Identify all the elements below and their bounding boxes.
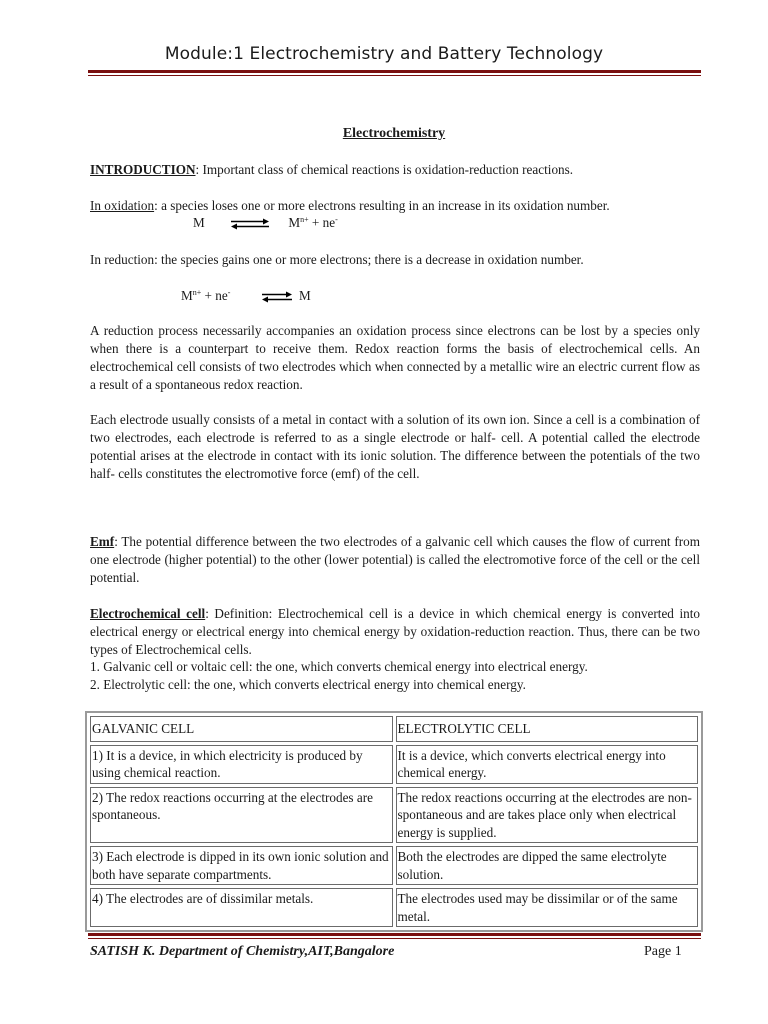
oxidation-line <box>90 198 610 214</box>
equilibrium-arrows-icon <box>260 291 294 303</box>
intro-text: : Important class of chemical reactions is oxidation-reduction reactions. <box>195 162 574 177</box>
header-rule <box>88 70 701 73</box>
table-cell: 1) It is a device, in which electricity is produced by using chemical reaction. <box>90 745 393 784</box>
document-title: Electrochemistry <box>342 126 446 141</box>
table-cell: Both the electrodes are dipped the same electrolyte solution. <box>396 846 699 885</box>
footer-rule <box>88 933 701 936</box>
reduction-eq-left: $M^{n+} + ne^-$ <box>181 288 231 303</box>
oxidation-label: In oxidation <box>90 198 155 213</box>
table-row <box>90 846 698 885</box>
oxidation-eq-right: $M^{n+} + ne^-$ <box>288 215 338 230</box>
table-header-cell: GALVANIC CELL <box>90 716 393 742</box>
reduction-equation <box>181 288 311 304</box>
footer-rule-thin <box>88 938 701 939</box>
page-number: Page 1 <box>644 944 682 959</box>
paragraph-emf <box>90 533 700 587</box>
table-row <box>90 787 698 844</box>
table-row <box>90 745 698 784</box>
table-cell: It is a device, which converts electrical energy into chemical energy. <box>396 745 699 784</box>
table-header-cell: ELECTROLYTIC CELL <box>396 716 699 742</box>
paragraph-electrode: Each electrode usually consists of a metal in contact with a solution of its own ion. Since a cell is a combination of two electrodes, each electrode is referred to as a single electrode or half- cell. A potential called the electrode potential arises at the electrode in contact with its ionic solution. The difference between the potentials of the two half- cells constitutes the electromotive force (emf) of the cell. <box>90 412 700 481</box>
cell-label: Electrochemical cell <box>90 606 206 621</box>
oxidation-equation <box>193 215 338 231</box>
table-cell: The electrodes used may be dissimilar or of the same metal. <box>396 888 699 927</box>
footer-author: SATISH K. Department of Chemistry,AIT,Bangalore <box>90 944 395 959</box>
intro-label: INTRODUCTION <box>90 162 196 177</box>
table-cell: 3) Each electrode is dipped in its own ionic solution and both have separate compartments. <box>90 846 393 885</box>
paragraph-cell <box>90 605 700 659</box>
oxidation-text: : a species loses one or more electrons resulting in an increase in its oxidation number. <box>154 198 610 213</box>
paragraph-redox: A reduction process necessarily accompanies an oxidation process since electrons can be lost by a species only when there is a counterpart to receive them. Redox reaction forms the basis of electrochemical cells. An electrochemical cell consists of two electrodes which when connected by a metallic wire an electric current flow as a result of a spontaneous redox reaction. <box>90 323 700 392</box>
oxidation-eq-left: M <box>193 215 205 230</box>
table-header-row <box>90 716 698 742</box>
table-cell: The redox reactions occurring at the electrodes are non-spontaneous and are takes place only when electrical energy is supplied. <box>396 787 699 844</box>
cell-text: : Definition: Electrochemical cell is a device in which chemical energy is converted into electrical energy or electrical energy into chemical energy by oxidation-reduction reaction. Thus, there can be two types of Electrochemical cells. <box>90 606 700 657</box>
comparison-table <box>85 711 703 932</box>
intro-line <box>90 162 573 178</box>
header-rule-thin <box>88 75 701 76</box>
list-item: 2. Electrolytic cell: the one, which converts electrical energy into chemical energy. <box>90 677 526 692</box>
reduction-line: In reduction: the species gains one or more electrons; there is a decrease in oxidation number. <box>90 252 584 267</box>
equilibrium-arrows-icon <box>229 218 271 230</box>
table-row <box>90 888 698 927</box>
list-item: 1. Galvanic cell or voltaic cell: the one, which converts chemical energy into electrical energy. <box>90 659 588 674</box>
emf-text: : The potential difference between the two electrodes of a galvanic cell which causes the flow of current from one electrode (higher potential) to the other (lower potential) is called the electromotive force of the cell or the cell potential. <box>90 534 700 585</box>
page-header: Module:1 Electrochemistry and Battery Technology <box>164 44 604 64</box>
reduction-eq-right: M <box>299 288 311 303</box>
table-cell: 2) The redox reactions occurring at the electrodes are spontaneous. <box>90 787 393 844</box>
table-cell: 4) The electrodes are of dissimilar metals. <box>90 888 393 927</box>
emf-label: Emf <box>90 534 115 549</box>
